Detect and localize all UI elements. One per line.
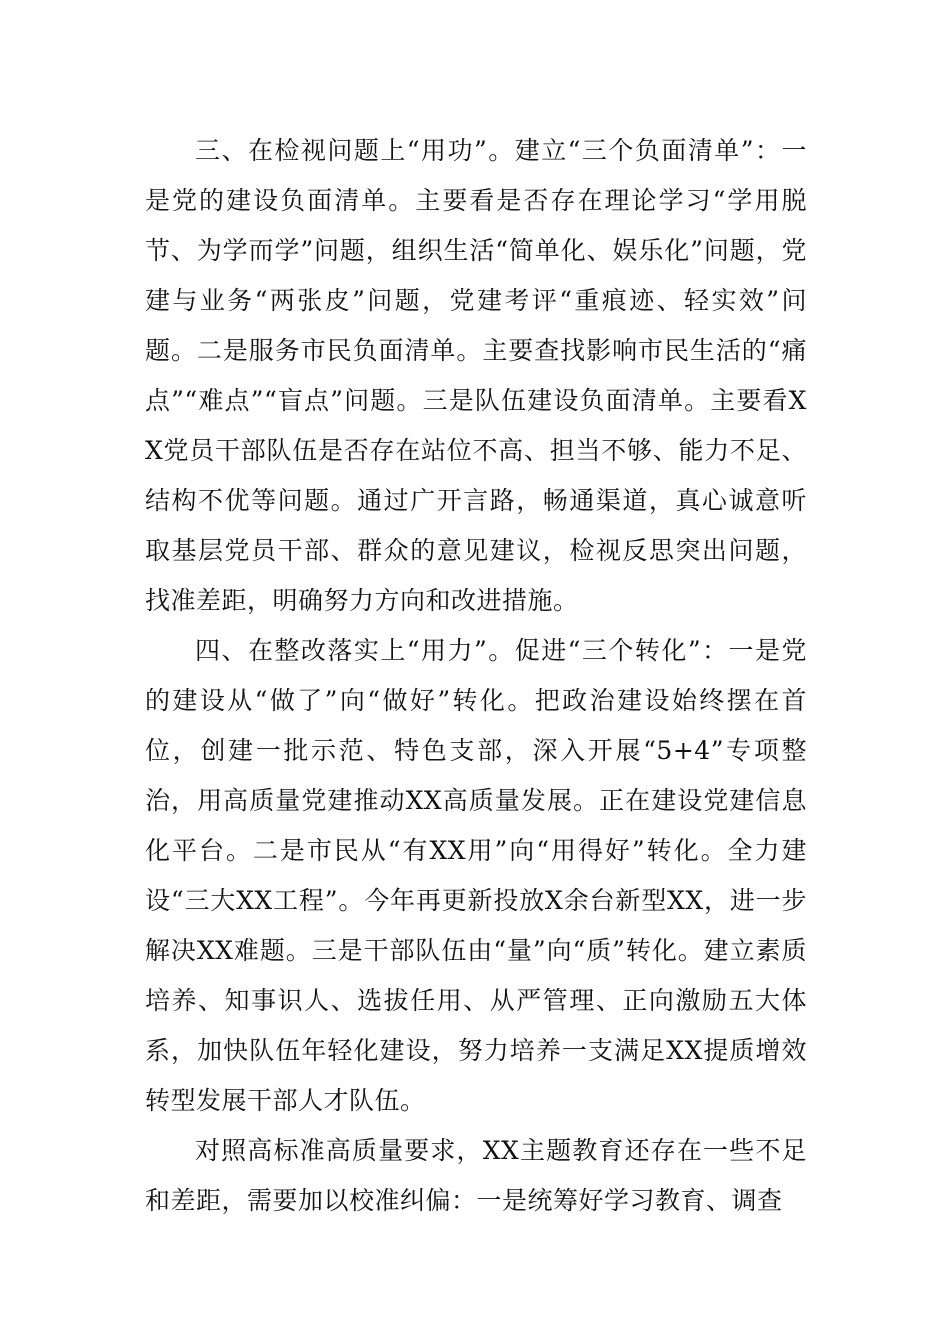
paragraph-shortcomings: 对照高标准高质量要求，XX主题教育还存在一些不足和差距，需要加以校准纠偏：一是统筹好学习教育、调查 bbox=[145, 1136, 807, 1215]
paragraph-negative-lists: 三、在检视问题上“用功”。建立“三个负面清单”：一是党的建设负面清单。主要看是否存在理论学习“学用脱节、为学而学”问题，组织生活“简单化、娱乐化”问题，党建与业务“两张皮”问题，党建考评“重痕迹、轻实效”问题。二是服务市民负面清单。主要查找影响市民生活的“痛点”“难点”“盲点”问题。三是队伍建设负面清单。主要看XX党员干部队伍是否存在站位不高、担当不够、能力不足、结构不优等问题。通过广开言路，畅通渠道，真心诚意听取基层党员干部、群众的意见建议，检视反思突出问题，找准差距，明确努力方向和改进措施。 bbox=[145, 136, 807, 615]
paragraph-three-transformations: 四、在整改落实上“用力”。促进“三个转化”：一是党的建设从“做了”向“做好”转化。把政治建设始终摆在首位，创建一批示范、特色支部，深入开展“5+4”专项整治，用高质量党建推动XX高质量发展。正在建设党建信息化平台。二是市民从“有XX用”向“用得好”转化。全力建设“三大XX工程”。今年再更新投放X余台新型XX，进一步解决XX难题。三是干部队伍由“量”向“质”转化。建立素质培养、知事识人、选拔任用、从严管理、正向激励五大体系，加快队伍年轻化建设，努力培养一支满足XX提质增效转型发展干部人才队伍。 bbox=[145, 636, 807, 1115]
document-body bbox=[145, 126, 807, 1226]
